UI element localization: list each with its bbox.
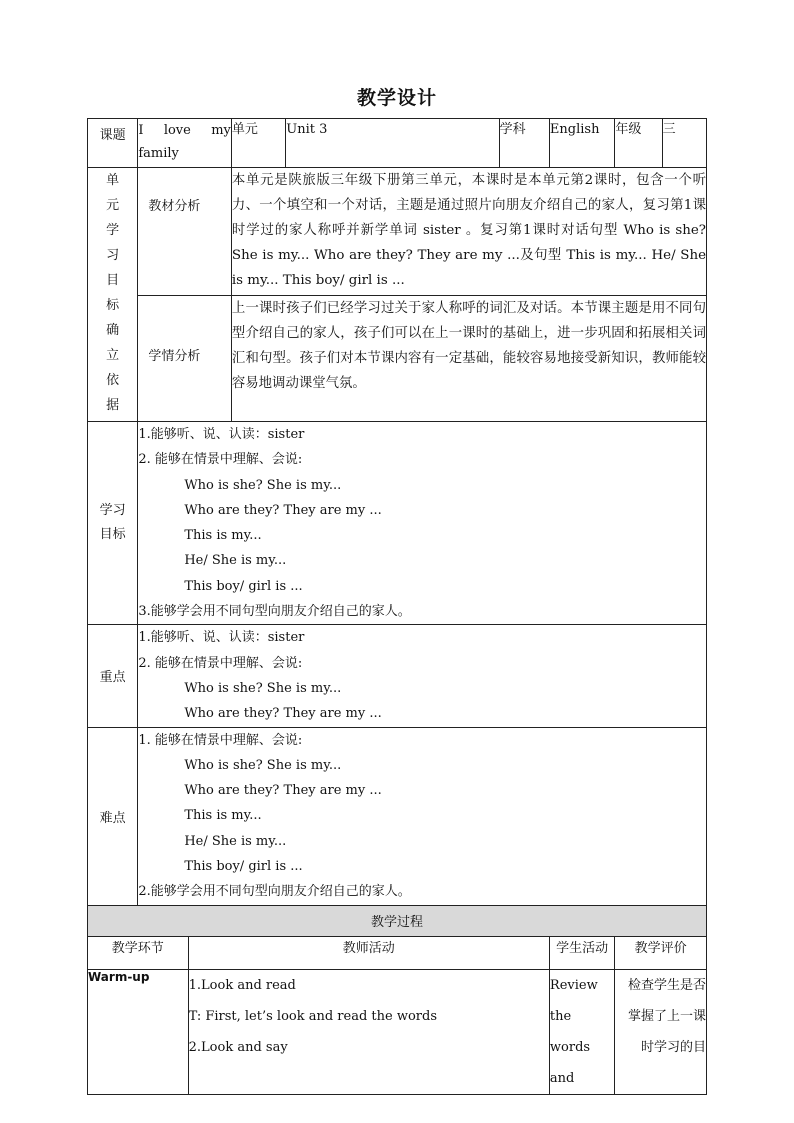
objective-line: 2. 能够在情景中理解、会说: <box>138 452 303 468</box>
material-label <box>138 168 232 296</box>
basis-label-char: 习 <box>106 248 120 263</box>
teacher-activity-line: T: First, let’s look and read the words <box>188 1008 438 1024</box>
key-points-label: 重点 <box>88 625 138 727</box>
column-header-teacher: 教师活动 <box>188 936 549 969</box>
key-points-list <box>138 625 707 727</box>
basis-label-char: 确 <box>106 323 120 338</box>
difficulty-line: This boy/ girl is ... <box>184 859 303 875</box>
basis-label-char: 标 <box>106 298 120 313</box>
key-point-line: 1.能够听、说、认读：sister <box>138 630 305 646</box>
difficulty-line: Who is she? She is my... <box>184 757 342 773</box>
process-columns-row <box>88 936 707 969</box>
grade-value: 三 <box>662 119 706 168</box>
difficulty-line: 2.能够学会用不同句型向朋友介绍自己的家人。 <box>138 884 411 900</box>
basis-label <box>88 168 138 422</box>
basis-label-char: 单 <box>106 173 120 188</box>
key-point-line: Who is she? She is my... <box>184 680 342 696</box>
difficulty-line: 1. 能够在情景中理解、会说: <box>138 732 303 748</box>
difficulty-line: This is my... <box>184 808 262 824</box>
objective-line: This boy/ girl is ... <box>184 578 303 594</box>
objective-line: 1.能够听、说、认读：sister <box>138 427 305 442</box>
key-point-line: 2. 能够在情景中理解、会说: <box>138 655 303 671</box>
difficulty-line: He/ She is my... <box>184 833 287 849</box>
topic-label: 课题 <box>88 119 138 168</box>
material-label-text: 教材分析 <box>148 199 201 214</box>
process-header-row <box>88 905 707 936</box>
difficulties-list <box>138 727 707 905</box>
objectives-label-line: 学习 <box>99 503 126 519</box>
unit-label: 单元 <box>231 119 285 168</box>
material-analysis: 本单元是陕旅版三年级下册第三单元，本课时是本单元第2课时，包含一个听力、一个填空和一个对话，主题是通过照片向朋友介绍自己的家人，复习第1课时学过的家人称呼并新学单词 sister 。复习第1课时对话句型 Who is she? She is my... Who are they? They are my ...及句型 This is my... He/ She is my... This boy/ girl is ... <box>231 168 706 296</box>
process-row <box>88 969 707 1094</box>
basis-label-char: 元 <box>106 198 120 213</box>
key-point-line: Who are they? They are my ... <box>184 706 382 722</box>
objectives-list <box>138 422 707 625</box>
topic-value: I love my family <box>138 119 232 168</box>
objective-line: This is my... <box>184 528 262 544</box>
material-row <box>88 168 707 296</box>
teacher-activity-line: 1.Look and read <box>188 977 296 993</box>
objective-line: Who are they? They are my ... <box>184 502 382 518</box>
objectives-label-line: 目标 <box>99 527 126 543</box>
student-analysis: 上一课时孩子们已经学习过关于家人称呼的词汇及对话。本节课主题是用不同句型介绍自己的家人，孩子们可以在上一课时的基础上，进一步巩固和拓展相关词汇和句型。孩子们对本节课内容有一定基础，能较容易地接受新知识，教师能较容易地调动课堂气氛。 <box>231 296 706 422</box>
basis-label-char: 据 <box>106 398 120 413</box>
meta-row <box>88 119 707 168</box>
student-label-text: 学情分析 <box>148 349 201 364</box>
grade-label: 年级 <box>615 119 662 168</box>
student-activity: Review the words and <box>549 969 614 1094</box>
objectives-label <box>88 422 138 625</box>
teacher-activity <box>188 969 549 1094</box>
subject-value: English <box>549 119 614 168</box>
student-label <box>138 296 232 422</box>
process-header: 教学过程 <box>88 905 707 936</box>
basis-label-char: 目 <box>106 273 120 288</box>
objectives-row <box>88 422 707 625</box>
difficulty-line: Who are they? They are my ... <box>184 783 382 799</box>
column-header-evaluation: 教学评价 <box>615 936 707 969</box>
unit-value: Unit 3 <box>286 119 499 168</box>
basis-label-char: 立 <box>106 348 120 363</box>
objective-line: He/ She is my... <box>184 553 287 569</box>
objective-line: Who is she? She is my... <box>184 477 342 493</box>
difficulties-row <box>88 727 707 905</box>
difficulties-label: 难点 <box>88 727 138 905</box>
document-title: 教学设计 <box>356 87 437 109</box>
subject-label: 学科 <box>499 119 549 168</box>
column-header-stage: 教学环节 <box>88 936 189 969</box>
stage-cell: Warm-up <box>88 969 189 1094</box>
student-row <box>88 296 707 422</box>
basis-label-char: 依 <box>106 373 120 388</box>
evaluation-cell: 检查学生是否掌握了上一课时学习的目 <box>615 969 707 1094</box>
column-header-student: 学生活动 <box>549 936 614 969</box>
key-points-row <box>88 625 707 727</box>
objective-line: 3.能够学会用不同句型向朋友介绍自己的家人。 <box>138 604 411 620</box>
basis-label-char: 学 <box>106 223 120 238</box>
lesson-plan-table <box>87 118 707 1095</box>
teacher-activity-line: 2.Look and say <box>188 1039 288 1055</box>
